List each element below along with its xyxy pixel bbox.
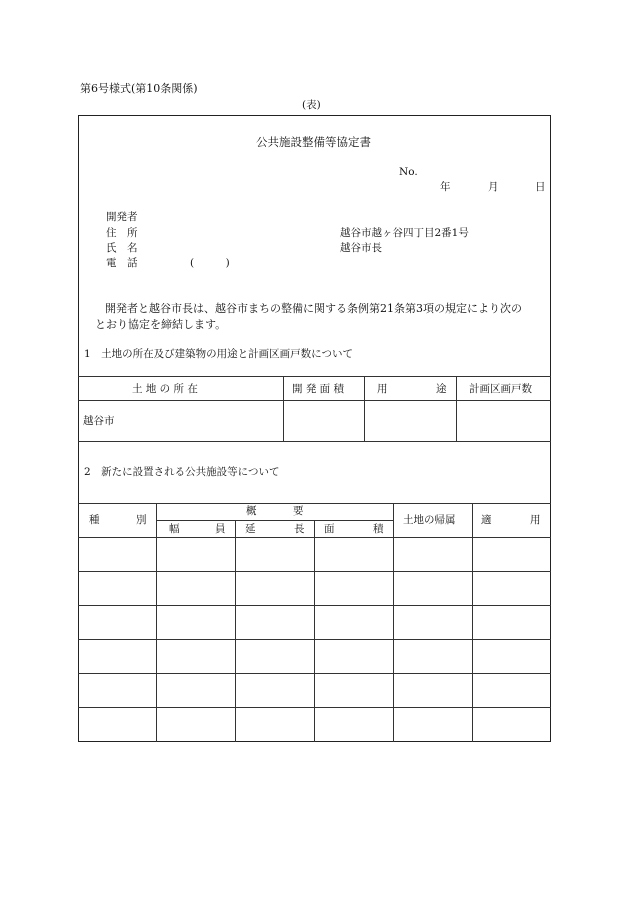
date-month: 月: [488, 181, 499, 193]
s1-line-bottom: [78, 441, 551, 442]
s2-header-note-right: 用: [530, 514, 541, 526]
s2-header-note-left: 適: [481, 514, 492, 526]
s2-header-ownership: 土地の帰属: [403, 514, 456, 526]
s2-header-type-right: 別: [136, 514, 147, 526]
form-number: 第6号様式(第10条関係): [80, 82, 198, 95]
side-label: (表): [302, 99, 321, 111]
s1-vline-1: [283, 376, 284, 441]
s2-header-length-right: 長: [294, 523, 305, 535]
s2-vline-ownership: [472, 503, 473, 742]
s1-header-area: 開 発 面 積: [292, 383, 345, 395]
s2-header-length-left: 延: [245, 523, 256, 535]
s1-header-location: 土 地 の 所 在: [132, 383, 198, 395]
s2-line-top: [78, 503, 551, 504]
s1-vline-3: [456, 376, 457, 441]
body-text-line2: とおり協定を締結します。: [95, 318, 227, 331]
section1-title: 1 土地の所在及び建築物の用途と計画区画戸数について: [84, 348, 353, 360]
city-address: 越谷市越ヶ谷四丁目2番1号: [340, 227, 469, 239]
s1-header-use-left: 用: [377, 383, 388, 395]
s2-vline-width: [235, 520, 236, 742]
s1-header-use-right: 途: [436, 383, 447, 395]
s1-vline-2: [364, 376, 365, 441]
s1-line-mid: [78, 400, 551, 401]
phone-parens: ( ): [190, 257, 230, 269]
name-label: 氏 名: [106, 242, 138, 254]
date-day: 日: [535, 181, 546, 193]
date-year: 年: [440, 181, 451, 193]
s2-line-subheader: [156, 520, 393, 521]
s2-header-area-right: 積: [373, 523, 384, 535]
s2-header-overview-right: 要: [293, 505, 304, 517]
s1-header-units: 計画区画戸数: [469, 383, 532, 395]
s2-vline-type: [156, 503, 157, 742]
s2-vline-length: [314, 520, 315, 742]
developer-heading: 開発者: [106, 211, 138, 223]
s2-header-type-left: 種: [89, 514, 100, 526]
number-label: No.: [399, 166, 418, 178]
s2-header-overview-left: 概: [246, 505, 257, 517]
section2-title: 2 新たに設置される公共施設等について: [84, 466, 280, 478]
s2-header-width-right: 員: [215, 523, 226, 535]
phone-label: 電 話: [106, 257, 138, 269]
document-title: 公共施設整備等協定書: [256, 135, 371, 149]
address-label: 住 所: [106, 227, 138, 239]
s1-cell-location: 越谷市: [83, 415, 115, 427]
s1-line-top: [78, 376, 551, 377]
body-text-line1: 開発者と越谷市長は、越谷市まちの整備に関する条例第21条第3項の規定により次の: [105, 302, 522, 315]
s2-header-area-left: 面: [324, 523, 335, 535]
city-mayor: 越谷市長: [340, 242, 382, 254]
s2-header-width-left: 幅: [169, 523, 180, 535]
s2-vline-area: [393, 503, 394, 742]
